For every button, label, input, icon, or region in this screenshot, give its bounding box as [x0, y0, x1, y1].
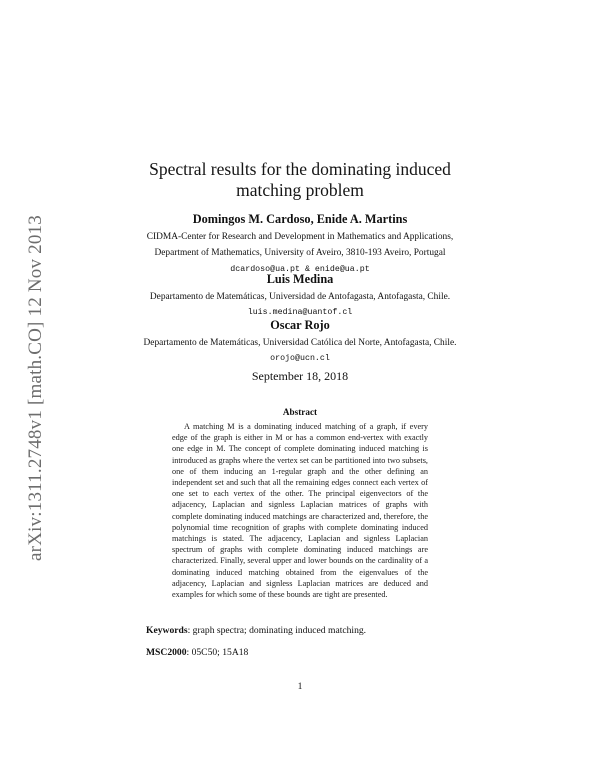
arxiv-stamp: arXiv:1311.2748v1 [math.CO] 12 Nov 2013	[25, 215, 46, 561]
author-block-2	[0, 272, 600, 320]
msc-line	[146, 647, 466, 658]
abstract-text: A matching M is a dominating induced matching of a graph, if every edge of the graph is either in M or has a common end-vertex with exactly one edge in M. The concept of complete dominating induced matching is introduced as graphs where the vertex set can be partitioned into two subsets, one of them inducing an 1-regular graph and the other defining an independent set and such that all the remaining edges connect each vertex of one set to each vertex of the other. The principal eigenvectors of the adjacency, Laplacian and signless Laplacian matrices of graphs with complete dominating induced matchings are characterized and, therefore, the polynomial time recognition of graphs with complete dominating induced matchings is stated. The adjacency, Laplacian and signless Laplacian spectrum of graphs with complete dominating induced matchings are characterized. Finally, several upper and lower bounds on the cardinality of a dominating induced matching obtained from the eigenvalues of the adjacency, Laplacian and signless Laplacian matrices are deduced and examples for which some of these bounds are tight are presented.	[172, 422, 428, 600]
author-block-1	[0, 212, 600, 277]
affiliation-line: CIDMA-Center for Research and Development in Mathematics and Applications,	[146, 232, 454, 242]
keywords-value: : graph spectra; dominating induced matching.	[187, 625, 367, 636]
page-number: 1	[297, 681, 303, 692]
author-names: Luis Medina	[266, 272, 334, 286]
title-line-1: Spectral results for the dominating induced	[149, 159, 451, 179]
paper-date: September 18, 2018	[251, 369, 349, 383]
keywords-label: Keywords	[146, 625, 188, 636]
author-email[interactable]: luis.medina@uantof.cl	[247, 308, 353, 317]
affiliation-line: Departamento de Matemáticas, Universidad Católica del Norte, Antofagasta, Chile.	[143, 338, 457, 348]
title-line-2: matching problem	[236, 180, 364, 200]
author-email[interactable]: dcardoso@ua.pt & enide@ua.pt	[230, 265, 370, 274]
msc-value: : 05C50; 15A18	[186, 647, 249, 658]
abstract-heading: Abstract	[282, 407, 318, 417]
author-names: Domingos M. Cardoso, Enide A. Martins	[192, 212, 408, 226]
paper-title	[0, 159, 600, 201]
affiliation-line: Departamento de Matemáticas, Universidad de Antofagasta, Antofagasta, Chile.	[149, 292, 451, 302]
keywords-line	[146, 625, 466, 636]
author-names: Oscar Rojo	[270, 318, 330, 332]
author-email[interactable]: orojo@ucn.cl	[270, 354, 330, 363]
affiliation-line: Department of Mathematics, University of Aveiro, 3810-193 Aveiro, Portugal	[154, 248, 446, 258]
author-block-3	[0, 318, 600, 366]
msc-label: MSC2000	[146, 647, 187, 658]
